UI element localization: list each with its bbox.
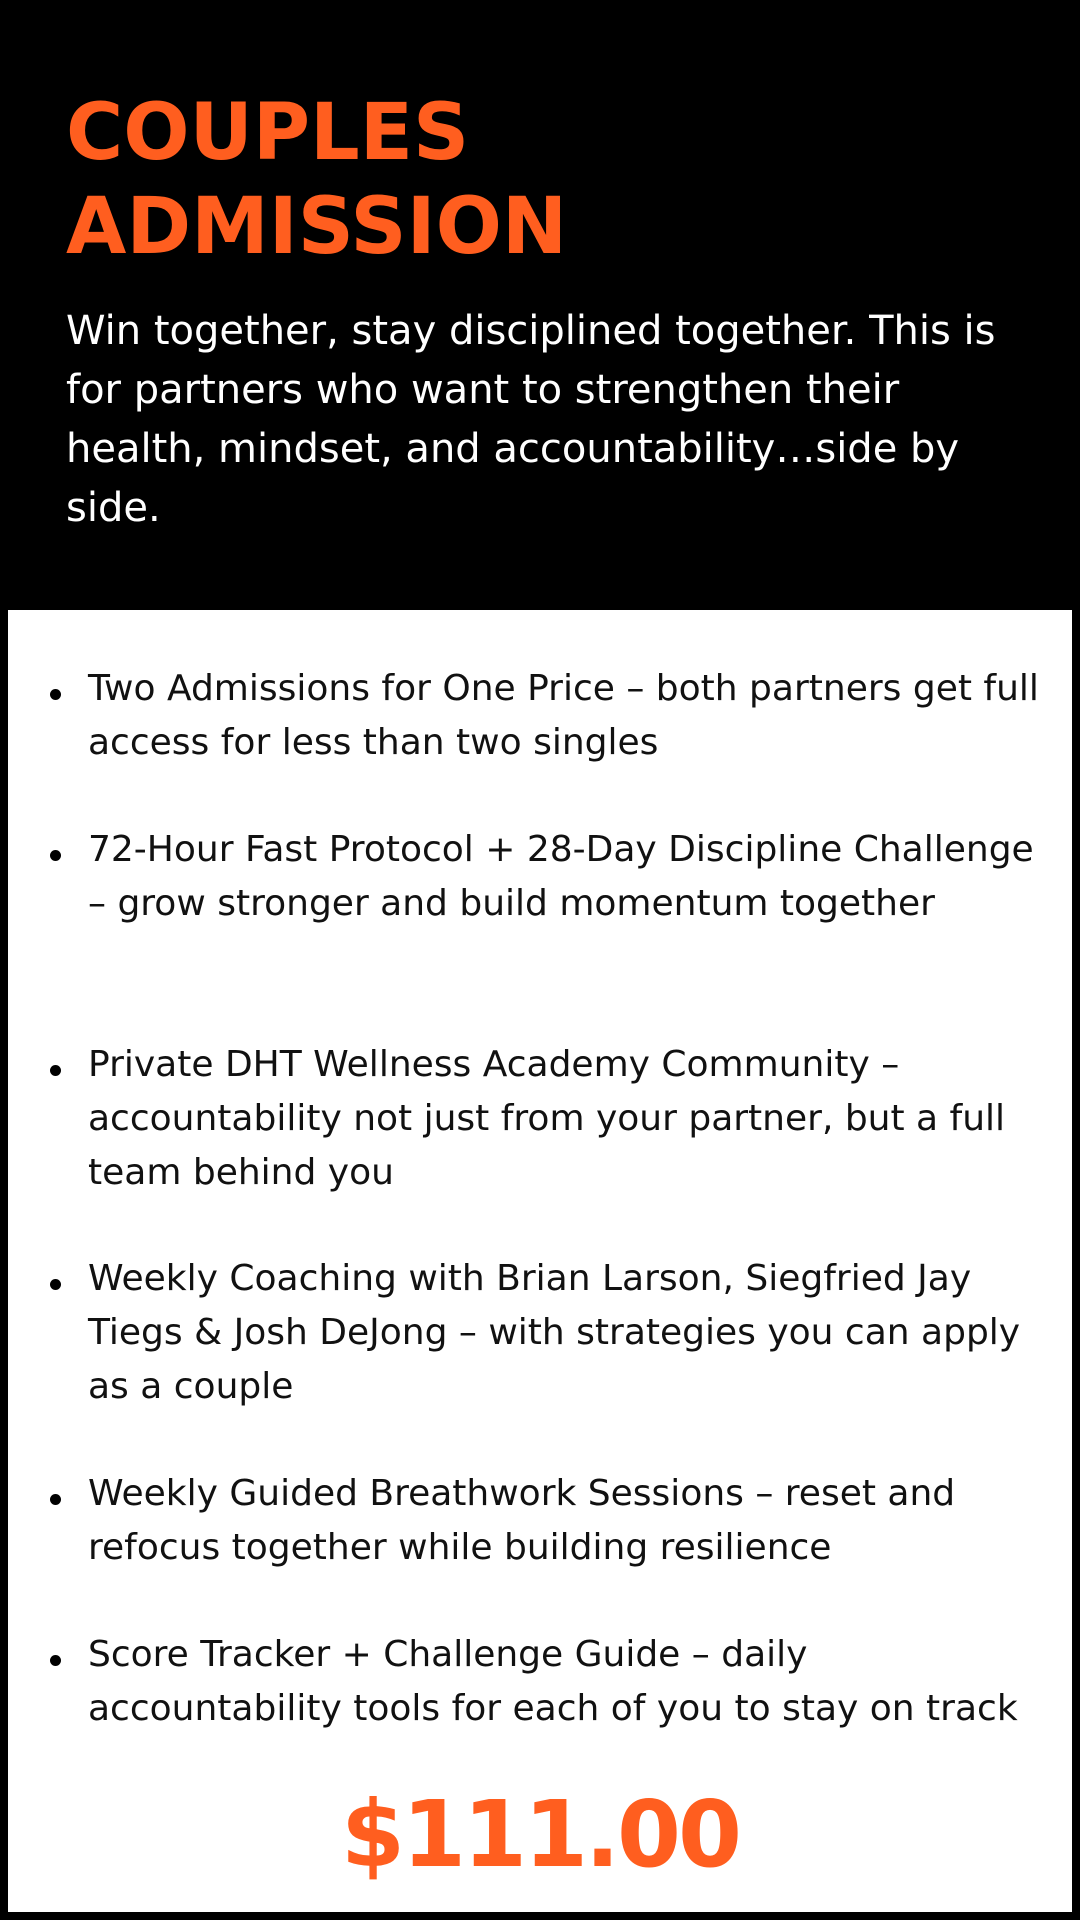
- bullet-icon: [50, 1494, 61, 1505]
- feature-text: Score Tracker + Challenge Guide – daily accountability tools for each of you to stay on track: [88, 1634, 1018, 1729]
- page-title-line-2: ADMISSION: [66, 182, 568, 272]
- bullet-icon: [50, 1279, 61, 1290]
- page-subtitle: Win together, stay disciplined together. This is for partners who want to strengthen their health, mindset, and accountability…side by side.: [66, 308, 996, 531]
- feature-text: Weekly Coaching with Brian Larson, Siegfried Jay Tiegs & Josh DeJong – with strategies you can apply as a couple: [88, 1258, 1021, 1407]
- price-label: $111.00: [340, 1781, 740, 1888]
- header-section: [0, 0, 1080, 610]
- page-title-line-1: COUPLES: [66, 88, 470, 178]
- page-title: [66, 86, 966, 274]
- feature-text: 72-Hour Fast Protocol + 28-Day Discipline Challenge – grow stronger and build momentum together: [88, 829, 1034, 924]
- feature-text: Private DHT Wellness Academy Community – accountability not just from your partner, but a full team behind you: [88, 1044, 1006, 1193]
- feature-text: Weekly Guided Breathwork Sessions – reset and refocus together while building resilience: [88, 1473, 956, 1568]
- bullet-icon: [50, 689, 61, 700]
- feature-text: Two Admissions for One Price – both partners get full access for less than two singles: [88, 668, 1039, 763]
- bullet-icon: [50, 850, 61, 861]
- bullet-icon: [50, 1655, 61, 1666]
- bullet-icon: [50, 1065, 61, 1076]
- features-card: [8, 610, 1072, 1912]
